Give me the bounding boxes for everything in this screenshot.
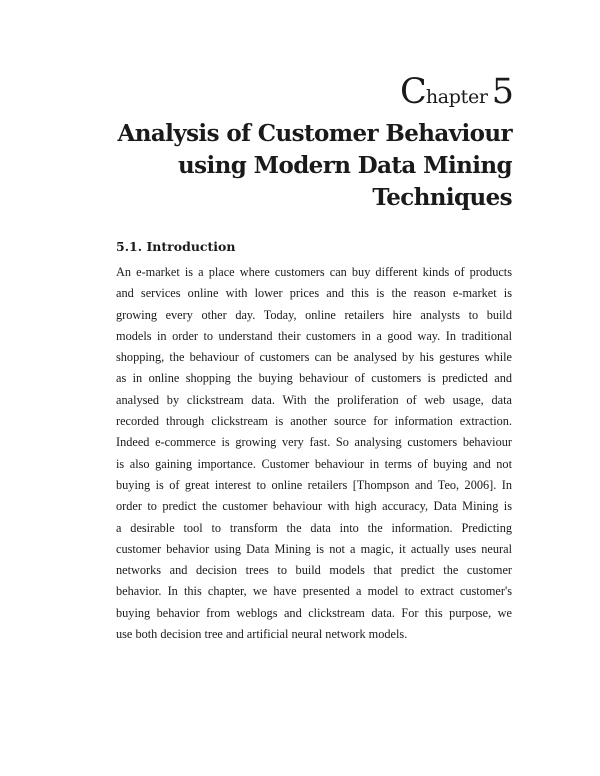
body-line: analysed by clickstream data. With the proliferation of web usage, data bbox=[116, 392, 512, 407]
section-body bbox=[116, 262, 512, 645]
body-line: as in online shopping the buying behaviour of customers is predicted and bbox=[116, 371, 512, 386]
chapter-label-initial: C bbox=[400, 72, 426, 112]
body-line: recorded through clickstream is another source for information extraction. bbox=[116, 414, 512, 429]
chapter-label bbox=[400, 72, 514, 117]
body-line: networks and decision trees to build models that predict the customer bbox=[116, 563, 512, 578]
body-line: growing every other day. Today, online retailers hire analysts to build bbox=[116, 307, 512, 322]
body-line: is also gaining importance. Customer behaviour in terms of buying and not bbox=[116, 456, 512, 471]
body-line: shopping, the behaviour of customers can be analysed by his gestures while bbox=[116, 350, 512, 365]
chapter-number: 5 bbox=[491, 72, 514, 112]
body-line: buying is of great interest to online retailers [Thompson and Teo, 2006]. In bbox=[116, 477, 512, 492]
body-line: Indeed e-commerce is growing very fast. So analysing customers behaviour bbox=[116, 435, 512, 450]
body-line: and services online with lower prices and this is the reason e-market is bbox=[116, 286, 512, 301]
chapter-label-word: hapter bbox=[425, 86, 488, 108]
body-line: a desirable tool to transform the data into the information. Predicting bbox=[116, 520, 512, 535]
body-line: behavior. In this chapter, we have presented a model to extract customer's bbox=[116, 584, 512, 599]
body-line: buying behavior from weblogs and clickstream data. For this purpose, we bbox=[116, 605, 512, 620]
body-line: An e-market is a place where customers can buy different kinds of products bbox=[116, 265, 512, 279]
body-line: use both decision tree and artificial neural network models. bbox=[116, 627, 408, 642]
body-line: order to predict the customer behaviour with high accuracy, Data Mining is bbox=[116, 499, 512, 514]
body-line: models in order to understand their customers in a good way. In traditional bbox=[116, 328, 512, 343]
body-line: customer behavior using Data Mining is not a magic, it actually uses neural bbox=[116, 541, 512, 556]
chapter-title: Analysis of Customer Behaviour using Modern Data Mining Techniques bbox=[117, 120, 512, 211]
section-heading: 5.1. Introduction bbox=[116, 239, 236, 254]
